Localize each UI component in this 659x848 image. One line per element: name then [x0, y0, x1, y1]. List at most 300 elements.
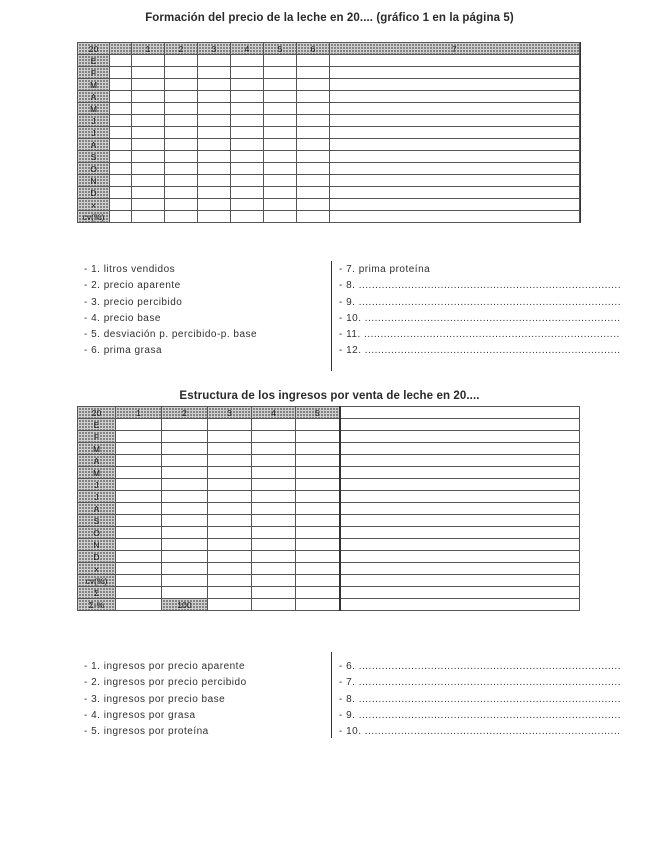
table-row — [78, 515, 580, 527]
column-header-3: 3 — [208, 407, 252, 419]
data-cell — [231, 79, 264, 91]
data-cell — [231, 151, 264, 163]
data-cell — [208, 575, 252, 587]
data-cell — [264, 175, 297, 187]
table-row — [78, 575, 580, 587]
data-cell-wide — [340, 539, 580, 551]
table1-title: Formación del precio de la leche en 20.... (gráfico 1 en la página 5) — [145, 12, 514, 24]
data-cell — [297, 79, 330, 91]
data-cell — [296, 527, 340, 539]
data-cell — [297, 127, 330, 139]
data-cell — [198, 151, 231, 163]
legend-item: - 7. ................................................................................ — [339, 677, 621, 689]
data-cell — [264, 187, 297, 199]
legend-item: - 2. precio aparente — [84, 280, 181, 292]
total-percent-cell: 100 — [162, 599, 208, 611]
data-cell — [296, 503, 340, 515]
table-row — [78, 127, 580, 139]
data-cell — [330, 79, 580, 91]
data-cell — [116, 455, 162, 467]
row-header: J — [78, 127, 110, 139]
legend-item: - 10. .............................................................................. — [339, 726, 621, 738]
data-cell — [198, 115, 231, 127]
data-cell — [116, 467, 162, 479]
data-cell — [208, 431, 252, 443]
data-cell — [264, 79, 297, 91]
data-cell — [116, 419, 162, 431]
legend-item: - 5. desviación p. percibido-p. base — [84, 329, 258, 341]
data-cell — [162, 563, 208, 575]
data-cell-wide — [340, 503, 580, 515]
data-cell — [297, 103, 330, 115]
data-cell — [162, 467, 208, 479]
data-cell — [231, 199, 264, 211]
data-cell — [110, 199, 132, 211]
data-cell — [208, 503, 252, 515]
table2-legend-right — [339, 659, 621, 740]
row-header: M — [78, 467, 116, 479]
data-cell — [116, 599, 162, 611]
data-cell — [297, 67, 330, 79]
data-cell — [252, 539, 296, 551]
data-cell — [208, 419, 252, 431]
data-cell — [132, 199, 165, 211]
data-cell — [330, 115, 580, 127]
data-cell — [330, 199, 580, 211]
data-cell — [297, 163, 330, 175]
data-cell — [198, 199, 231, 211]
data-cell — [296, 539, 340, 551]
data-cell — [165, 67, 198, 79]
data-cell — [132, 79, 165, 91]
row-header: D — [78, 551, 116, 563]
data-cell-wide — [340, 515, 580, 527]
data-cell — [162, 455, 208, 467]
row-header: x — [78, 563, 116, 575]
data-cell — [252, 515, 296, 527]
data-cell — [116, 587, 162, 599]
data-cell — [116, 551, 162, 563]
data-cell — [110, 103, 132, 115]
data-cell — [252, 527, 296, 539]
data-cell — [198, 127, 231, 139]
row-header: cv(%) — [78, 211, 110, 223]
data-cell — [231, 115, 264, 127]
table-row — [78, 199, 580, 211]
table1-legend-right — [339, 262, 621, 360]
data-cell — [165, 211, 198, 223]
data-cell — [162, 539, 208, 551]
data-cell — [208, 491, 252, 503]
table-row — [78, 91, 580, 103]
data-cell — [110, 127, 132, 139]
legend-item: - 4. ingresos por grasa — [84, 709, 196, 721]
data-cell — [296, 551, 340, 563]
data-cell — [297, 115, 330, 127]
data-cell — [264, 103, 297, 115]
column-header-5: 5 — [264, 43, 297, 55]
legend-item: - 1. ingresos por precio aparente — [84, 661, 246, 672]
row-header: S — [78, 151, 110, 163]
legend-item: - 10. .............................................................................. — [339, 312, 621, 324]
data-cell — [296, 419, 340, 431]
data-cell — [198, 163, 231, 175]
data-cell-wide — [340, 479, 580, 491]
column-header-4: 4 — [231, 43, 264, 55]
data-cell — [264, 115, 297, 127]
data-cell — [231, 55, 264, 67]
data-cell — [110, 91, 132, 103]
data-cell — [296, 443, 340, 455]
row-header: J — [78, 491, 116, 503]
row-header: S — [78, 515, 116, 527]
data-cell-wide — [340, 587, 580, 599]
data-cell — [110, 55, 132, 67]
header-wide-cell — [340, 407, 580, 419]
data-cell — [252, 431, 296, 443]
row-header: O — [78, 163, 110, 175]
data-cell — [162, 443, 208, 455]
data-cell — [198, 175, 231, 187]
legend-item: - 4. precio base — [84, 312, 161, 324]
data-cell — [132, 127, 165, 139]
legend-item: - 2. ingresos por precio percibido — [84, 677, 247, 689]
data-cell — [231, 187, 264, 199]
data-cell — [162, 527, 208, 539]
data-cell — [252, 455, 296, 467]
data-cell — [116, 527, 162, 539]
row-header: M — [78, 103, 110, 115]
data-cell — [116, 443, 162, 455]
data-cell — [162, 587, 208, 599]
row-header: A — [78, 503, 116, 515]
table-row — [78, 419, 580, 431]
column-header-7: 7 — [330, 43, 580, 55]
legend-item: - 12. .............................................................................. — [339, 345, 621, 357]
data-cell — [231, 163, 264, 175]
data-cell — [198, 91, 231, 103]
table-row — [78, 455, 580, 467]
legend-divider — [331, 652, 332, 738]
data-cell — [132, 115, 165, 127]
price-formation-table — [77, 42, 580, 223]
data-cell — [110, 67, 132, 79]
data-cell — [165, 103, 198, 115]
table-row — [78, 551, 580, 563]
data-cell — [116, 479, 162, 491]
data-cell — [264, 199, 297, 211]
data-cell — [198, 67, 231, 79]
data-cell — [162, 491, 208, 503]
legend-item: - 6. prima grasa — [84, 345, 163, 357]
table-row — [78, 563, 580, 575]
data-cell — [165, 91, 198, 103]
data-cell-wide — [340, 527, 580, 539]
legend-item: - 8. ................................................................................ — [339, 280, 621, 292]
row-header: E — [78, 419, 116, 431]
table-row — [78, 211, 580, 223]
column-header-1: 1 — [132, 43, 165, 55]
data-cell — [330, 139, 580, 151]
income-structure-table — [77, 406, 580, 611]
data-cell — [208, 599, 252, 611]
data-cell — [296, 431, 340, 443]
legend-item: - 8. ................................................................................ — [339, 693, 621, 705]
data-cell — [116, 575, 162, 587]
data-cell — [198, 139, 231, 151]
legend-item: - 6. ................................................................................ — [339, 661, 621, 672]
data-cell — [297, 175, 330, 187]
data-cell — [264, 91, 297, 103]
table-row — [78, 587, 580, 599]
data-cell — [297, 139, 330, 151]
column-header-2: 2 — [165, 43, 198, 55]
data-cell — [296, 575, 340, 587]
data-cell — [116, 539, 162, 551]
year-corner-cell: 20 — [78, 43, 110, 55]
legend-item: - 3. ingresos por precio base — [84, 693, 226, 705]
data-cell — [208, 563, 252, 575]
legend-item: - 11. .............................................................................. — [339, 329, 620, 341]
data-cell — [165, 163, 198, 175]
column-header-5: 5 — [296, 407, 340, 419]
data-cell — [330, 163, 580, 175]
data-cell — [132, 67, 165, 79]
data-cell — [165, 139, 198, 151]
data-cell — [264, 151, 297, 163]
data-cell — [110, 79, 132, 91]
data-cell — [296, 563, 340, 575]
data-cell — [208, 479, 252, 491]
data-cell — [252, 491, 296, 503]
data-cell — [165, 187, 198, 199]
data-cell — [162, 419, 208, 431]
table-row — [78, 79, 580, 91]
data-cell — [198, 211, 231, 223]
table-row — [78, 67, 580, 79]
data-cell — [297, 151, 330, 163]
data-cell — [110, 139, 132, 151]
data-cell — [264, 127, 297, 139]
legend-item: - 5. ingresos por proteína — [84, 726, 209, 738]
data-cell — [132, 151, 165, 163]
data-cell — [297, 55, 330, 67]
data-cell — [297, 211, 330, 223]
data-cell — [165, 115, 198, 127]
data-cell — [264, 139, 297, 151]
data-cell — [297, 91, 330, 103]
data-cell — [198, 187, 231, 199]
header-row — [78, 43, 580, 55]
table-row — [78, 443, 580, 455]
data-cell — [330, 55, 580, 67]
row-header: J — [78, 115, 110, 127]
data-cell — [330, 127, 580, 139]
data-cell — [252, 563, 296, 575]
table-row — [78, 175, 580, 187]
data-cell — [252, 551, 296, 563]
table-row — [78, 599, 580, 611]
data-cell — [116, 431, 162, 443]
data-cell — [264, 55, 297, 67]
data-cell — [252, 467, 296, 479]
data-cell — [296, 599, 340, 611]
data-cell — [330, 187, 580, 199]
table-row — [78, 503, 580, 515]
data-cell — [110, 163, 132, 175]
row-header: J — [78, 479, 116, 491]
data-cell — [264, 67, 297, 79]
data-cell — [296, 491, 340, 503]
data-cell — [231, 91, 264, 103]
data-cell — [208, 443, 252, 455]
table-row — [78, 55, 580, 67]
data-cell — [198, 55, 231, 67]
data-cell — [252, 599, 296, 611]
data-cell — [208, 527, 252, 539]
data-cell — [116, 491, 162, 503]
data-cell — [132, 139, 165, 151]
data-cell-wide — [340, 467, 580, 479]
data-cell — [330, 151, 580, 163]
data-cell — [296, 515, 340, 527]
legend-item: - 1. litros vendidos — [84, 264, 176, 275]
data-cell — [264, 211, 297, 223]
year-corner-cell: 20 — [78, 407, 116, 419]
table1-legend-left — [84, 262, 257, 360]
table-row — [78, 491, 580, 503]
row-header: x — [78, 199, 110, 211]
data-cell-wide — [340, 431, 580, 443]
data-cell — [110, 175, 132, 187]
table-row — [78, 151, 580, 163]
header-blank-cell — [110, 43, 132, 55]
table-row — [78, 479, 580, 491]
data-cell-wide — [340, 455, 580, 467]
data-cell-wide — [340, 443, 580, 455]
data-cell — [231, 175, 264, 187]
data-cell — [165, 151, 198, 163]
data-cell — [165, 79, 198, 91]
table-row — [78, 187, 580, 199]
data-cell — [116, 503, 162, 515]
row-header: N — [78, 539, 116, 551]
row-header: M — [78, 79, 110, 91]
data-cell — [162, 515, 208, 527]
data-cell — [116, 563, 162, 575]
header-row — [78, 407, 580, 419]
data-cell — [208, 467, 252, 479]
column-header-4: 4 — [252, 407, 296, 419]
data-cell — [165, 199, 198, 211]
table-row — [78, 115, 580, 127]
data-cell — [208, 455, 252, 467]
data-cell — [252, 503, 296, 515]
data-cell — [132, 187, 165, 199]
data-cell — [132, 175, 165, 187]
data-cell — [330, 211, 580, 223]
data-cell — [297, 199, 330, 211]
legend-divider — [331, 261, 332, 371]
table-row — [78, 527, 580, 539]
data-cell — [110, 211, 132, 223]
data-cell — [162, 503, 208, 515]
data-cell-wide — [340, 575, 580, 587]
data-cell-wide — [340, 419, 580, 431]
data-cell — [116, 515, 162, 527]
row-header: Σ-% — [78, 599, 116, 611]
data-cell — [296, 587, 340, 599]
data-cell — [165, 175, 198, 187]
column-header-2: 2 — [162, 407, 208, 419]
data-cell — [110, 151, 132, 163]
data-cell — [162, 479, 208, 491]
data-cell — [208, 551, 252, 563]
data-cell — [208, 587, 252, 599]
data-cell — [231, 103, 264, 115]
data-cell — [296, 455, 340, 467]
table-row — [78, 467, 580, 479]
legend-item: - 9. ................................................................................ — [339, 709, 621, 721]
data-cell — [162, 431, 208, 443]
data-cell — [132, 163, 165, 175]
row-header: D — [78, 187, 110, 199]
data-cell — [252, 479, 296, 491]
column-header-6: 6 — [297, 43, 330, 55]
data-cell — [208, 539, 252, 551]
row-header: A — [78, 139, 110, 151]
data-cell — [330, 175, 580, 187]
data-cell — [231, 139, 264, 151]
row-header: F — [78, 431, 116, 443]
row-header: E — [78, 55, 110, 67]
data-cell — [296, 479, 340, 491]
table-row — [78, 139, 580, 151]
data-cell — [231, 127, 264, 139]
data-cell-wide — [340, 551, 580, 563]
data-cell — [110, 115, 132, 127]
table-row — [78, 103, 580, 115]
data-cell — [198, 79, 231, 91]
data-cell — [132, 91, 165, 103]
row-header: N — [78, 175, 110, 187]
data-cell — [330, 67, 580, 79]
data-cell — [132, 55, 165, 67]
column-header-3: 3 — [198, 43, 231, 55]
data-cell — [110, 187, 132, 199]
data-cell — [231, 67, 264, 79]
row-header: M — [78, 443, 116, 455]
table-row — [78, 539, 580, 551]
column-header-1: 1 — [116, 407, 162, 419]
data-cell-wide — [340, 491, 580, 503]
data-cell — [132, 211, 165, 223]
row-header: Σ — [78, 587, 116, 599]
data-cell — [231, 211, 264, 223]
row-header: cv(%) — [78, 575, 116, 587]
data-cell-wide — [340, 599, 580, 611]
legend-item: - 3. precio percibido — [84, 296, 183, 308]
data-cell — [198, 103, 231, 115]
legend-item: - 9. ................................................................................ — [339, 296, 621, 308]
data-cell — [296, 467, 340, 479]
legend-item: - 7. prima proteína — [339, 264, 431, 275]
table2-title: Estructura de los ingresos por venta de leche en 20.... — [179, 390, 480, 402]
row-header: A — [78, 455, 116, 467]
data-cell — [162, 551, 208, 563]
row-header: F — [78, 67, 110, 79]
table2-legend-left — [84, 659, 247, 740]
